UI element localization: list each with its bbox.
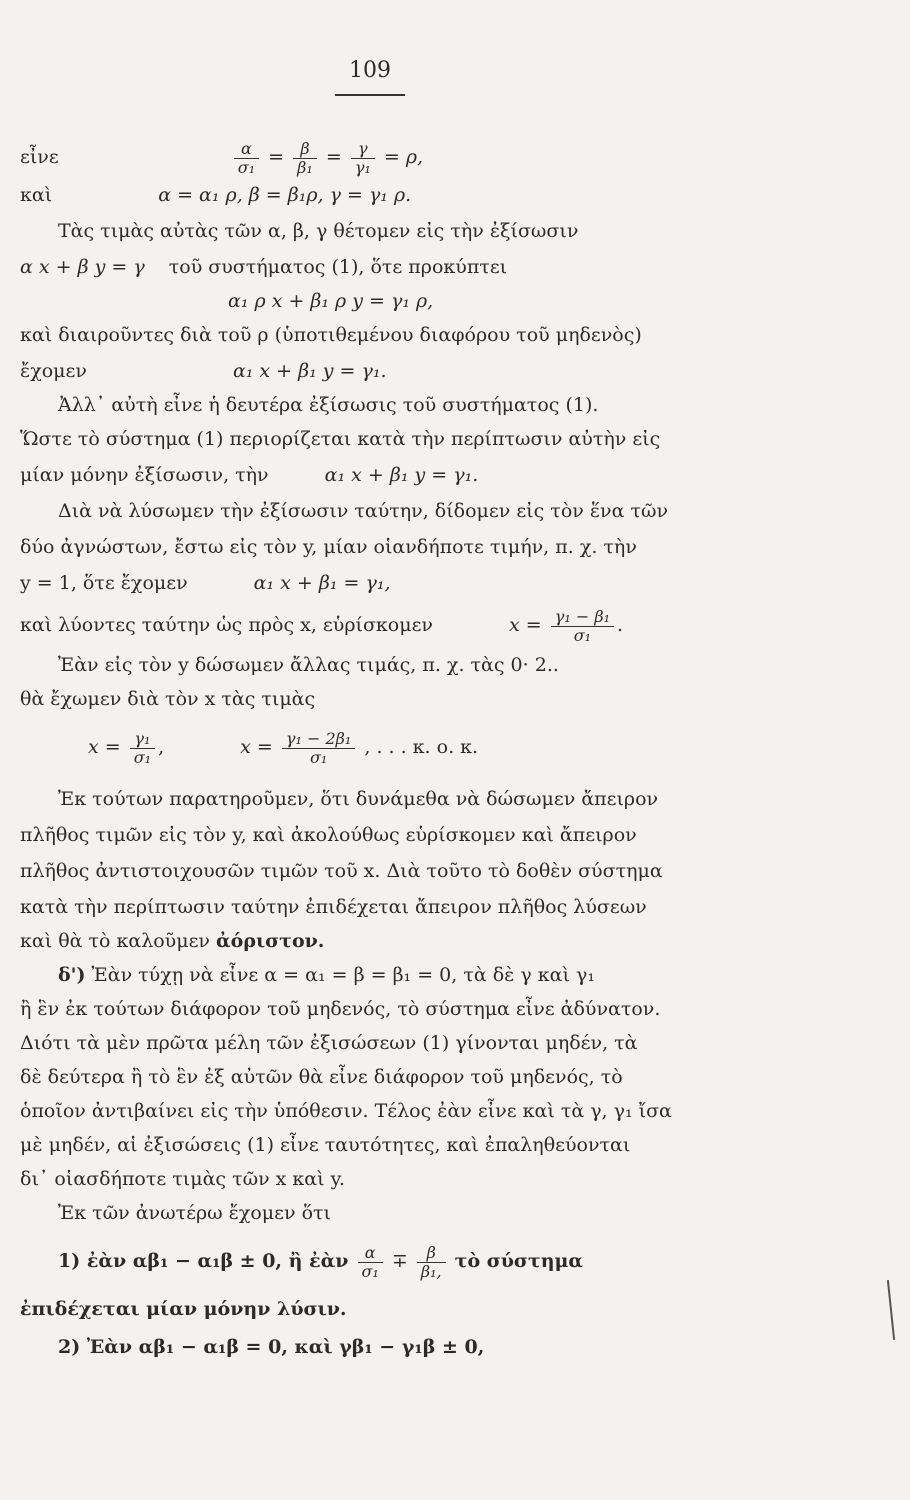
line-31: 1) ἐὰν αβ₁ − α₁β ± 0, ἢ ἐὰν $\frac{\alpha}{\text{σ₁}}$ ∓ $\frac{\beta}{\text{β₁,}}$ τὸ σύστημα xyxy=(58,1243,584,1281)
line-2: καὶ α = α₁ ρ, β = β₁ρ, γ = γ₁ ρ. xyxy=(20,184,412,206)
line-6: καὶ διαιροῦντες διὰ τοῦ ρ (ὑποτιθεμένου διαφόρου τοῦ μηδενὸς) xyxy=(20,324,642,346)
fraction: $\frac{\beta}{\text{β₁,}}$ xyxy=(417,1244,446,1280)
line-32: ἐπιδέχεται μίαν μόνην λύσιν. xyxy=(20,1298,347,1320)
line-16: θὰ ἔχωμεν διὰ τὸν x τὰς τιμὰς xyxy=(20,688,316,710)
line-22: καὶ θὰ τὸ καλοῦμεν ἀόριστον. xyxy=(20,930,325,952)
line-23: δ') Ἐὰν τύχῃ νὰ εἶνε α = α₁ = β = β₁ = 0, τὰ δὲ γ καὶ γ₁ xyxy=(58,964,595,986)
line-25: Διότι τὰ μὲν πρῶτα μέλη τῶν ἐξισώσεων (1) γίνονται μηδέν, τὰ xyxy=(20,1032,638,1054)
line-24: ἢ ἓν ἐκ τούτων διάφορον τοῦ μηδενός, τὸ σύστημα εἶνε ἀδύνατον. xyxy=(20,998,661,1020)
line-4: α x + β y = γ τοῦ συστήματος (1), ὅτε προκύπτει xyxy=(20,256,508,278)
page-number: 109 xyxy=(349,58,391,83)
fraction: $\frac{\beta}{\text{β₁}}$ xyxy=(293,140,317,176)
line-18: Ἐκ τούτων παρατηροῦμεν, ὅτι δυνάμεθα νὰ δώσωμεν ἄπειρον xyxy=(58,788,659,810)
fraction: $\frac{\text{γ₁ − 2β₁}}{\text{σ₁}}$ xyxy=(282,730,355,766)
line-13: y = 1, ὅτε ἔχομεν α₁ x + β₁ = γ₁, xyxy=(20,572,391,594)
line-12: δύο ἀγνώστων, ἔστω εἰς τὸν y, μίαν οἱανδήποτε τιμήν, π. χ. τὴν xyxy=(20,536,637,558)
margin-mark xyxy=(887,1280,895,1340)
line-19: πλῆθος τιμῶν εἰς τὸν y, καὶ ἀκολούθως εὑρίσκομεν καὶ ἄπειρον xyxy=(20,824,637,846)
fraction: $\frac{\alpha}{\text{σ₁}}$ xyxy=(358,1244,383,1280)
line-28: μὲ μηδέν, αἱ ἐξισώσεις (1) εἶνε ταυτότητες, καὶ ἐπαληθεύονται xyxy=(20,1134,631,1156)
line-7: ἔχομεν α₁ x + β₁ y = γ₁. xyxy=(20,360,387,382)
fraction: $\frac{\alpha}{\text{σ₁}}$ xyxy=(234,140,259,176)
line-11: Διὰ νὰ λύσωμεν τὴν ἐξίσωσιν ταύτην, δίδομεν εἰς τὸν ἕνα τῶν xyxy=(58,500,669,522)
line-3: Τὰς τιμὰς αὐτὰς τῶν α, β, γ θέτομεν εἰς τὴν ἐξίσωσιν xyxy=(58,220,579,242)
line-29: δι᾽ οἱασδήποτε τιμὰς τῶν x καὶ y. xyxy=(20,1168,345,1190)
line-label: εἶνε xyxy=(20,146,59,169)
line-21: κατὰ τὴν περίπτωσιν ταύτην ἐπιδέχεται ἄπειρον πλῆθος λύσεων xyxy=(20,896,647,918)
line-9: Ὥστε τὸ σύστημα (1) περιορίζεται κατὰ τὴν περίπτωσιν αὐτὴν εἰς xyxy=(20,428,661,450)
fraction: $\frac{\gamma}{\text{γ₁}}$ xyxy=(351,140,375,176)
line-1: εἶνε $\frac{\alpha}{\text{σ₁}}$ = $\frac{\beta}{\text{β₁}}$ = $\frac{\gamma}{\text{γ₁}}$ = ρ, xyxy=(20,139,424,177)
line-10: μίαν μόνην ἐξίσωσιν, τὴν α₁ x + β₁ y = γ₁. xyxy=(20,464,479,486)
line-8: Ἀλλ᾽ αὐτὴ εἶνε ἡ δευτέρα ἐξίσωσις τοῦ συστήματος (1). xyxy=(58,394,599,416)
line-26: δὲ δεύτερα ἢ τὸ ἓν ἐξ αὐτῶν θὰ εἶνε διάφορον τοῦ μηδενός, τὸ xyxy=(20,1066,623,1088)
line-33: 2) Ἐὰν αβ₁ − α₁β = 0, καὶ γβ₁ − γ₁β ± 0, xyxy=(58,1336,485,1358)
line-30: Ἐκ τῶν ἀνωτέρω ἔχομεν ὅτι xyxy=(58,1202,331,1224)
line-15: Ἐὰν εἰς τὸν y δώσωμεν ἄλλας τιμάς, π. χ. τὰς 0· 2.. xyxy=(58,654,559,676)
page-number-rule xyxy=(335,94,405,96)
line-14: καὶ λύοντες ταύτην ὡς πρὸς x, εὑρίσκομεν x = $\frac{\text{γ₁ − β₁}}{\text{σ₁}}$ . xyxy=(20,607,624,645)
line-20: πλῆθος ἀντιστοιχουσῶν τιμῶν τοῦ x. Διὰ τοῦτο τὸ δοθὲν σύστημα xyxy=(20,860,663,882)
line-27: ὁποῖον ἀντιβαίνει εἰς τὴν ὑπόθεσιν. Τέλος ἐὰν εἶνε καὶ τὰ γ, γ₁ ἴσα xyxy=(20,1100,672,1122)
fraction: $\frac{\text{γ₁}}{\text{σ₁}}$ xyxy=(130,730,155,766)
fraction: $\frac{\text{γ₁ − β₁}}{\text{σ₁}}$ xyxy=(551,608,614,644)
line-17: x = $\frac{\text{γ₁}}{\text{σ₁}}$ , x = $\frac{\text{γ₁ − 2β₁}}{\text{σ₁}}$ , . . . κ. ο. κ. xyxy=(88,729,479,767)
line-5: α₁ ρ x + β₁ ρ y = γ₁ ρ, xyxy=(228,290,434,312)
